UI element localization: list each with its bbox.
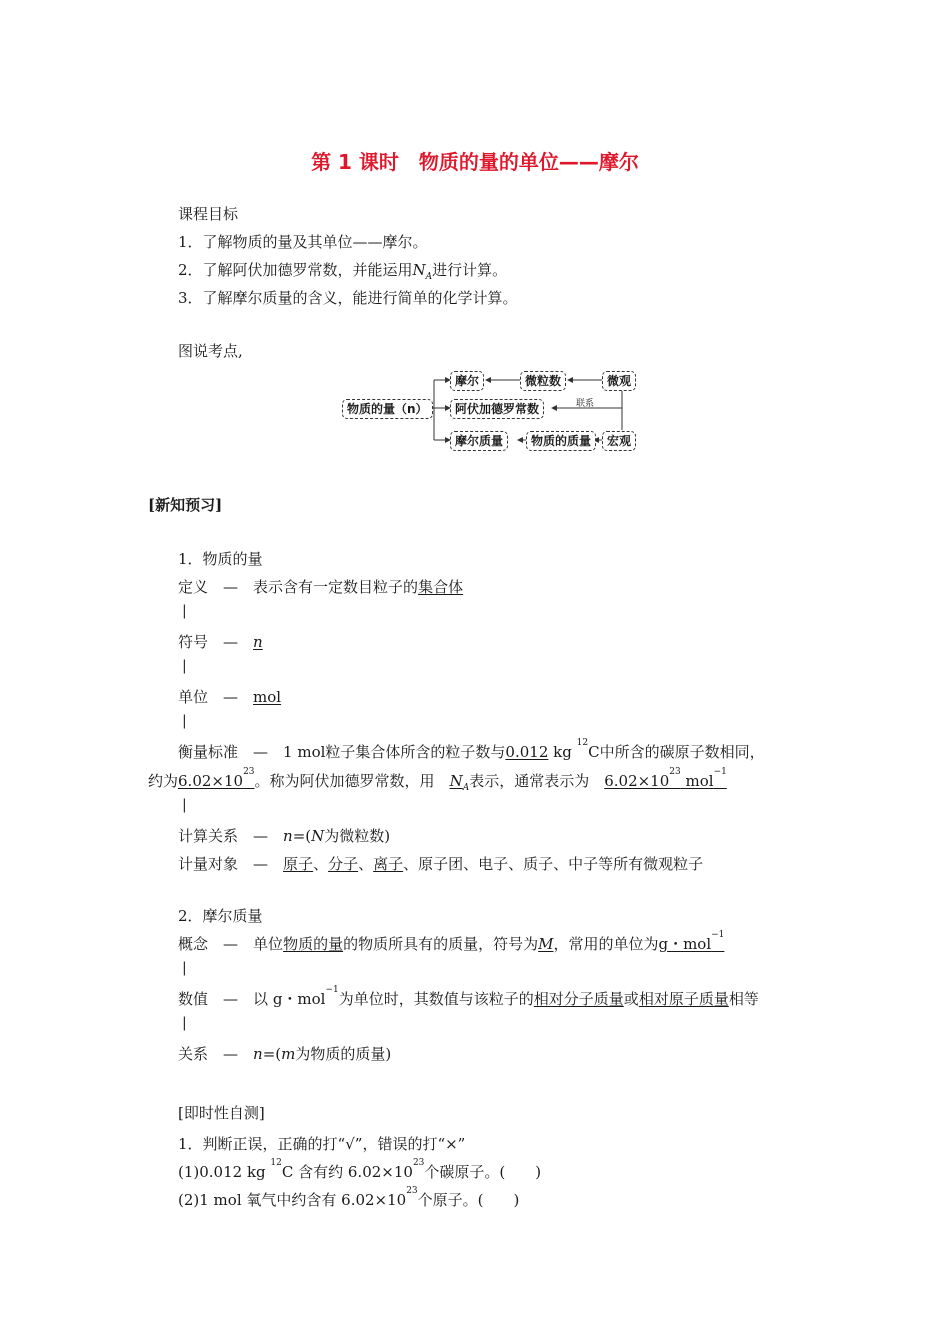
dash: — [253, 827, 269, 845]
calc-n: n [283, 827, 293, 845]
value-or: 或 [623, 990, 639, 1008]
std-answer-3 [604, 767, 727, 790]
std-answer-2-base: 6.02×10 [178, 772, 244, 790]
dash: — [253, 855, 269, 873]
value-sup: −1 [325, 985, 339, 995]
link-label: 联系 [576, 399, 595, 409]
value-row [178, 985, 759, 1009]
dash: — [223, 578, 239, 596]
std-answer-3-base: 6.02×10 [604, 772, 670, 790]
std-symbol-sub: A [462, 783, 470, 793]
value-tail: 相等 [728, 990, 759, 1008]
value-answer-2: 相对原子质量 [638, 990, 729, 1008]
dash: — [223, 1045, 239, 1063]
diagram-heading: 图说考点, [178, 342, 243, 360]
concept-answer-1: 物质的量 [283, 935, 344, 953]
dash: — [223, 688, 239, 706]
std-sup: 12 [576, 738, 589, 748]
definition-row [178, 576, 463, 597]
std-line2-a: 约为 [148, 772, 179, 790]
goal-item-2 [178, 259, 507, 282]
connector-pipe: | [182, 603, 187, 619]
std-answer-1: 0.012 [505, 743, 549, 761]
std-answer-2 [178, 767, 255, 790]
item-1-a: (1)0.012 kg [178, 1163, 271, 1181]
std-answer-3-sup: 23 [669, 767, 681, 777]
obj-answer-atom: 原子 [283, 855, 314, 873]
std-text-1: 1 mol粒子集合体所含的粒子数与 [283, 743, 506, 761]
node-mole: 摩尔 [450, 371, 484, 391]
def-text: 表示含有一定数目粒子的 [253, 578, 419, 596]
dash: — [223, 633, 239, 651]
dash: — [253, 743, 269, 761]
calc-text: =( [292, 827, 312, 845]
std-symbol [449, 772, 470, 793]
section-2-title: 2．摩尔质量 [178, 907, 263, 925]
rel-tail: 为物质的质量) [295, 1045, 392, 1063]
obj-label: 计量对象 [178, 855, 239, 873]
item-1-b: C 含有约 6.02×10 [281, 1163, 413, 1181]
concept-answer-3-sup: −1 [711, 930, 725, 940]
std-symbol-base: N [449, 772, 463, 790]
node-micro: 微观 [602, 371, 636, 391]
goal-item-3: 3．了解摩尔质量的含义，能进行简单的化学计算。 [178, 289, 518, 307]
dash: — [223, 990, 239, 1008]
item-2-a: (2)1 mol 氧气中约含有 6.02×10 [178, 1191, 407, 1209]
goal-item-1: 1．了解物质的量及其单位——摩尔。 [178, 233, 428, 251]
value-text-2: 为单位时，其数值与该粒子的 [338, 990, 534, 1008]
node-macro: 宏观 [602, 431, 636, 451]
preview-heading: [新知预习] [148, 496, 223, 514]
node-amount-of-substance: 物质的量（n） [342, 399, 433, 419]
standard-row-2 [148, 767, 727, 793]
na-symbol: N [412, 261, 426, 279]
selftest-heading: [即时性自测] [178, 1104, 265, 1122]
connector-pipe: | [182, 960, 187, 976]
standard-row-1 [178, 738, 765, 762]
na-sub: A [425, 272, 433, 282]
item-1-c: 个碳原子。( ) [424, 1163, 542, 1181]
relation-row [178, 1043, 391, 1064]
obj-tail: 、原子团、电子、质子、中子等所有微观粒子 [403, 855, 704, 873]
obj-answer-ion: 离子 [373, 855, 404, 873]
rel-n: n [253, 1045, 263, 1063]
def-label: 定义 [178, 578, 209, 596]
object-row [178, 853, 703, 874]
calc-N: N [311, 827, 325, 845]
concept-text-2: 的物质所具有的质量，符号为 [343, 935, 539, 953]
symbol-row [178, 631, 263, 652]
std-line2-b: 。称为阿伏加德罗常数，用 [254, 772, 435, 790]
calc-tail: 为微粒数) [324, 827, 391, 845]
goal-item-2-tail: 进行计算。 [432, 261, 508, 279]
concept-diagram [340, 366, 640, 456]
concept-text-1: 单位 [253, 935, 284, 953]
node-mass: 物质的质量 [526, 431, 596, 451]
goal-item-2-text: 2．了解阿伏加德罗常数，并能运用 [178, 261, 413, 279]
std-line2-c: 表示，通常表示为 [469, 772, 590, 790]
goals-heading: 课程目标 [178, 205, 239, 223]
page-title: 第 1 课时 物质的量的单位——摩尔 [311, 150, 639, 174]
symbol-label: 符号 [178, 633, 209, 651]
dash: — [223, 935, 239, 953]
rel-text: =( [262, 1045, 282, 1063]
rel-m: m [281, 1045, 296, 1063]
rel-label: 关系 [178, 1045, 209, 1063]
connector-pipe: | [182, 797, 187, 813]
node-avogadro: 阿伏加德罗常数 [450, 399, 544, 419]
connector-pipe: | [182, 658, 187, 674]
std-text-3: C中所含的碳原子数相同， [588, 743, 765, 761]
item-2-b: 个原子。( ) [417, 1191, 520, 1209]
calc-row [178, 825, 390, 846]
node-molar-mass: 摩尔质量 [450, 431, 508, 451]
concept-answer-3 [658, 930, 725, 953]
obj-answer-molecule: 分子 [328, 855, 359, 873]
item-1-sup2: 23 [412, 1158, 425, 1168]
item-2-sup: 23 [406, 1186, 418, 1196]
concept-answer-2: M [538, 935, 554, 953]
value-label: 数值 [178, 990, 209, 1008]
calc-label: 计算关系 [178, 827, 239, 845]
std-answer-3-unit: mol [685, 772, 714, 790]
unit-answer: mol [253, 688, 282, 706]
unit-row [178, 686, 281, 707]
def-answer: 集合体 [418, 578, 464, 596]
selftest-item-2 [178, 1186, 520, 1210]
connector-pipe: | [182, 1015, 187, 1031]
concept-label: 概念 [178, 935, 209, 953]
concept-row [178, 930, 725, 954]
value-text-1: 以 g・mol [253, 990, 326, 1008]
item-1-sup: 12 [270, 1158, 282, 1168]
std-answer-3-unit-sup: −1 [713, 767, 727, 777]
obj-sep: 、 [358, 855, 374, 873]
std-unit-kg: kg [553, 743, 572, 761]
node-particle-count: 微粒数 [520, 371, 566, 391]
value-answer-1: 相对分子质量 [533, 990, 624, 1008]
std-label: 衡量标准 [178, 743, 239, 761]
obj-sep: 、 [313, 855, 329, 873]
unit-label: 单位 [178, 688, 209, 706]
symbol-answer: n [253, 633, 263, 651]
connector-pipe: | [182, 713, 187, 729]
selftest-question-1: 1．判断正误，正确的打“√”，错误的打“×” [178, 1135, 466, 1153]
selftest-item-1 [178, 1158, 542, 1182]
section-1-title: 1．物质的量 [178, 550, 263, 568]
concept-text-3: ，常用的单位为 [553, 935, 659, 953]
std-answer-2-sup: 23 [243, 767, 255, 777]
concept-answer-3-base: g・mol [658, 935, 712, 953]
